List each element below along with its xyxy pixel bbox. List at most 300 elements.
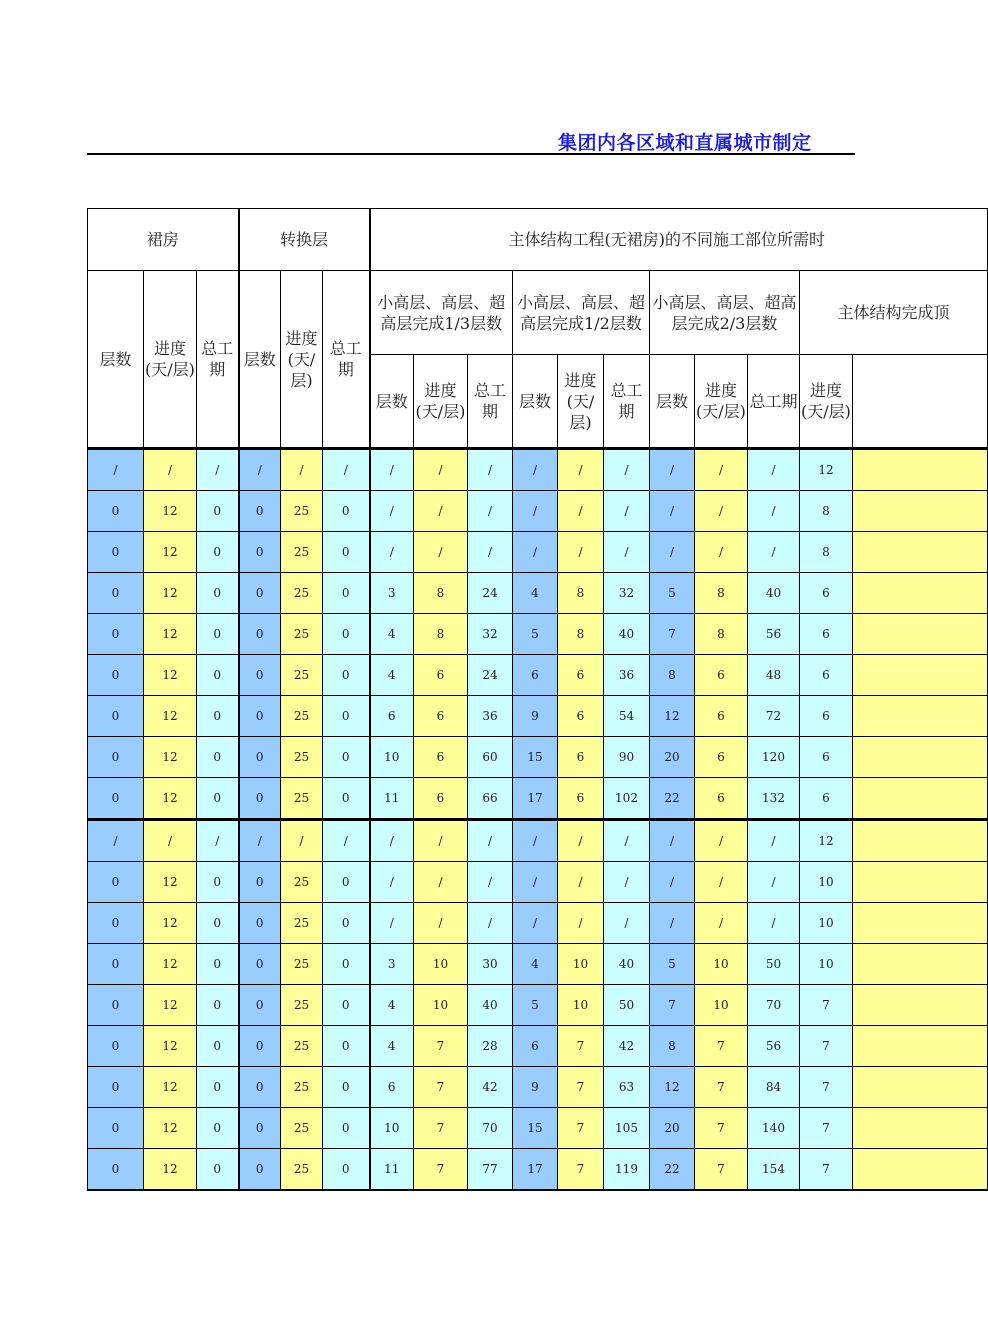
table-cell[interactable]: 25 [281, 573, 323, 614]
table-cell[interactable]: 0 [323, 778, 370, 820]
table-cell[interactable]: 30 [468, 944, 513, 985]
header-group-one-half: 小高层、高层、超高层完成1/2层数 [513, 271, 650, 355]
table-cell[interactable]: 6 [800, 737, 853, 778]
table-cell[interactable]: 0 [239, 778, 281, 820]
table-cell[interactable]: 0 [323, 655, 370, 696]
table-cell[interactable]: 22 [650, 778, 695, 820]
table-cell[interactable]: / [414, 532, 468, 573]
table-cell[interactable]: 25 [281, 655, 323, 696]
table-cell[interactable]: 12 [650, 1067, 695, 1108]
table-cell[interactable]: / [748, 491, 800, 532]
table-cell[interactable]: 0 [88, 1026, 144, 1067]
table-cell[interactable]: 0 [88, 573, 144, 614]
table-cell[interactable]: 48 [748, 655, 800, 696]
table-cell[interactable]: 7 [558, 1026, 604, 1067]
table-cell[interactable]: 0 [88, 532, 144, 573]
table-cell[interactable]: / [558, 903, 604, 944]
table-cell[interactable]: / [604, 862, 650, 903]
table-cell[interactable]: 10 [370, 737, 414, 778]
table-cell[interactable]: 0 [239, 573, 281, 614]
table-cell[interactable]: / [414, 862, 468, 903]
table-cell[interactable]: / [695, 903, 748, 944]
table-cell[interactable]: 36 [604, 655, 650, 696]
table-cell[interactable]: 7 [558, 1149, 604, 1191]
table-cell[interactable]: 8 [800, 491, 853, 532]
table-cell[interactable]: 9 [513, 1067, 558, 1108]
table-cell[interactable]: 6 [695, 696, 748, 737]
table-cell[interactable]: / [650, 820, 695, 862]
table-cell[interactable]: 12 [144, 1067, 197, 1108]
table-cell[interactable]: 7 [800, 1108, 853, 1149]
table-cell[interactable]: 105 [604, 1108, 650, 1149]
table-cell[interactable]: 50 [604, 985, 650, 1026]
table-cell[interactable]: 25 [281, 1149, 323, 1191]
table-cell[interactable]: / [650, 862, 695, 903]
table-cell[interactable]: 54 [604, 696, 650, 737]
table-cell[interactable]: 7 [800, 985, 853, 1026]
table-cell[interactable]: / [748, 903, 800, 944]
table-row [88, 532, 988, 573]
table-cell[interactable]: / [468, 491, 513, 532]
header-g4-rest [853, 355, 988, 449]
table-cell[interactable]: / [558, 862, 604, 903]
schedule-table-viewport[interactable] [87, 208, 950, 1192]
table-cell[interactable]: / [604, 449, 650, 491]
table-cell[interactable]: 24 [468, 655, 513, 696]
table-cell[interactable]: 0 [239, 655, 281, 696]
table-cell[interactable]: 12 [144, 655, 197, 696]
table-cell[interactable]: 12 [144, 903, 197, 944]
table-cell[interactable]: 12 [144, 944, 197, 985]
table-cell[interactable]: 17 [513, 1149, 558, 1191]
table-cell[interactable]: 119 [604, 1149, 650, 1191]
table-cell[interactable]: 12 [800, 820, 853, 862]
table-cell[interactable]: 6 [800, 614, 853, 655]
table-cell[interactable]: / [604, 820, 650, 862]
table-cell[interactable]: 8 [695, 573, 748, 614]
table-cell[interactable]: 0 [197, 655, 239, 696]
table-cell[interactable]: 0 [88, 1149, 144, 1191]
table-cell[interactable]: 6 [800, 573, 853, 614]
table-cell[interactable]: 0 [239, 491, 281, 532]
table-cell[interactable]: / [558, 449, 604, 491]
table-cell[interactable]: 7 [414, 1149, 468, 1191]
table-cell[interactable]: 5 [650, 573, 695, 614]
table-cell[interactable]: 0 [323, 696, 370, 737]
table-cell[interactable]: 0 [197, 573, 239, 614]
table-cell[interactable]: 6 [558, 778, 604, 820]
table-cell[interactable]: 0 [88, 862, 144, 903]
table-cell[interactable]: 3 [370, 573, 414, 614]
table-cell[interactable]: 0 [88, 737, 144, 778]
table-cell[interactable]: / [513, 532, 558, 573]
table-cell[interactable]: 25 [281, 944, 323, 985]
table-cell[interactable]: 25 [281, 778, 323, 820]
table-cell[interactable]: 12 [144, 778, 197, 820]
table-cell[interactable]: / [513, 820, 558, 862]
table-cell[interactable]: 0 [323, 1026, 370, 1067]
table-cell[interactable]: 28 [468, 1026, 513, 1067]
table-cell[interactable]: 90 [604, 737, 650, 778]
table-cell[interactable]: 0 [197, 737, 239, 778]
table-cell[interactable]: 8 [650, 1026, 695, 1067]
table-cell[interactable]: 8 [800, 532, 853, 573]
table-cell[interactable]: / [468, 820, 513, 862]
table-cell[interactable]: / [695, 449, 748, 491]
table-cell[interactable]: / [88, 449, 144, 491]
table-cell[interactable]: / [558, 532, 604, 573]
table-cell[interactable]: 7 [800, 1149, 853, 1191]
table-cell[interactable]: 12 [144, 1149, 197, 1191]
table-cell[interactable]: 12 [144, 573, 197, 614]
table-cell[interactable]: 10 [558, 985, 604, 1026]
table-cell[interactable]: 0 [197, 614, 239, 655]
table-cell[interactable]: 0 [239, 614, 281, 655]
table-cell[interactable]: 12 [144, 737, 197, 778]
table-cell[interactable]: 8 [650, 655, 695, 696]
table-cell[interactable]: / [370, 820, 414, 862]
table-cell[interactable]: 66 [468, 778, 513, 820]
table-cell[interactable]: 10 [414, 944, 468, 985]
table-cell[interactable]: 0 [88, 614, 144, 655]
table-cell[interactable]: 60 [468, 737, 513, 778]
table-cell[interactable]: 7 [695, 1108, 748, 1149]
table-cell[interactable]: 0 [197, 696, 239, 737]
table-cell[interactable]: / [281, 820, 323, 862]
table-cell[interactable]: 12 [650, 696, 695, 737]
table-cell[interactable]: 11 [370, 1149, 414, 1191]
table-cell[interactable]: 25 [281, 737, 323, 778]
table-cell[interactable]: 10 [370, 1108, 414, 1149]
table-cell[interactable]: / [748, 820, 800, 862]
table-cell[interactable]: 0 [88, 491, 144, 532]
table-cell[interactable]: 0 [239, 1149, 281, 1191]
table-cell[interactable]: 6 [370, 1067, 414, 1108]
table-cell[interactable]: 4 [370, 985, 414, 1026]
table-cell[interactable]: 7 [800, 1026, 853, 1067]
table-cell[interactable]: 77 [468, 1149, 513, 1191]
table-cell[interactable]: 8 [414, 573, 468, 614]
table-cell[interactable]: 5 [513, 614, 558, 655]
table-cell[interactable]: 0 [88, 985, 144, 1026]
table-cell[interactable]: 25 [281, 1026, 323, 1067]
table-cell[interactable]: 6 [558, 696, 604, 737]
table-cell[interactable]: 5 [650, 944, 695, 985]
table-cell[interactable]: 0 [323, 944, 370, 985]
table-cell[interactable]: 0 [197, 985, 239, 1026]
table-cell[interactable]: 11 [370, 778, 414, 820]
table-cell[interactable]: 8 [414, 614, 468, 655]
table-cell[interactable]: 4 [370, 1026, 414, 1067]
table-cell[interactable]: 10 [800, 944, 853, 985]
table-cell[interactable]: / [468, 532, 513, 573]
table-cell[interactable]: 50 [748, 944, 800, 985]
table-cell[interactable]: 25 [281, 696, 323, 737]
table-cell[interactable]: 22 [650, 1149, 695, 1191]
table-cell[interactable]: 0 [239, 944, 281, 985]
table-cell[interactable]: 0 [197, 1026, 239, 1067]
table-cell[interactable]: 17 [513, 778, 558, 820]
table-cell[interactable]: / [414, 449, 468, 491]
table-cell[interactable]: 25 [281, 614, 323, 655]
table-cell[interactable]: 0 [239, 985, 281, 1026]
table-cell[interactable]: 12 [144, 1108, 197, 1149]
table-cell[interactable]: 6 [558, 655, 604, 696]
table-cell[interactable]: 0 [323, 532, 370, 573]
table-cell[interactable]: 25 [281, 491, 323, 532]
table-cell[interactable]: 8 [558, 614, 604, 655]
table-cell[interactable]: 0 [88, 903, 144, 944]
table-cell[interactable]: 84 [748, 1067, 800, 1108]
table-cell[interactable]: 132 [748, 778, 800, 820]
table-cell[interactable]: / [650, 491, 695, 532]
table-cell[interactable]: 154 [748, 1149, 800, 1191]
table-cell[interactable]: 0 [197, 532, 239, 573]
table-cell[interactable]: 12 [144, 614, 197, 655]
table-cell[interactable]: 7 [558, 1067, 604, 1108]
table-cell-overflow [853, 862, 988, 903]
table-cell[interactable]: 12 [144, 1026, 197, 1067]
table-cell[interactable]: / [414, 491, 468, 532]
table-cell[interactable]: 6 [414, 655, 468, 696]
table-cell[interactable]: / [558, 491, 604, 532]
table-cell[interactable]: / [650, 532, 695, 573]
table-cell[interactable]: 7 [414, 1067, 468, 1108]
table-cell[interactable]: 0 [323, 903, 370, 944]
table-cell[interactable]: 0 [88, 778, 144, 820]
table-cell[interactable]: 12 [144, 491, 197, 532]
table-cell[interactable]: 6 [370, 696, 414, 737]
table-cell[interactable]: 20 [650, 737, 695, 778]
table-cell[interactable]: 12 [144, 532, 197, 573]
table-cell[interactable]: / [513, 449, 558, 491]
table-cell[interactable]: 0 [323, 1067, 370, 1108]
table-cell[interactable]: 0 [323, 491, 370, 532]
table-cell[interactable]: 0 [88, 696, 144, 737]
table-cell[interactable]: 7 [695, 1149, 748, 1191]
table-cell[interactable]: 0 [323, 573, 370, 614]
table-cell[interactable]: 3 [370, 944, 414, 985]
table-cell[interactable]: 6 [414, 778, 468, 820]
table-cell[interactable]: / [88, 820, 144, 862]
table-cell[interactable]: 7 [800, 1067, 853, 1108]
table-cell[interactable]: 15 [513, 737, 558, 778]
table-cell[interactable]: / [604, 491, 650, 532]
table-cell[interactable]: 4 [370, 614, 414, 655]
table-cell[interactable]: 7 [695, 1067, 748, 1108]
table-cell[interactable]: 7 [650, 614, 695, 655]
table-cell[interactable]: 56 [748, 614, 800, 655]
table-row [88, 449, 988, 491]
table-cell[interactable]: 12 [144, 696, 197, 737]
table-cell[interactable]: / [323, 820, 370, 862]
table-cell[interactable]: 0 [323, 1108, 370, 1149]
table-cell[interactable]: / [414, 820, 468, 862]
table-cell[interactable]: 24 [468, 573, 513, 614]
table-cell[interactable]: / [650, 449, 695, 491]
table-cell[interactable]: 0 [197, 862, 239, 903]
table-cell[interactable]: / [323, 449, 370, 491]
table-cell[interactable]: 0 [323, 614, 370, 655]
table-cell[interactable]: / [604, 903, 650, 944]
table-cell[interactable]: 4 [513, 944, 558, 985]
table-cell[interactable]: 32 [468, 614, 513, 655]
table-cell[interactable]: / [468, 449, 513, 491]
table-cell[interactable]: / [144, 449, 197, 491]
table-cell[interactable]: 42 [468, 1067, 513, 1108]
table-cell[interactable]: / [748, 862, 800, 903]
table-cell[interactable]: / [370, 862, 414, 903]
table-cell[interactable]: / [748, 449, 800, 491]
table-cell[interactable]: 6 [513, 1026, 558, 1067]
table-cell[interactable]: 70 [468, 1108, 513, 1149]
table-cell[interactable]: 10 [695, 944, 748, 985]
table-cell[interactable]: 40 [748, 573, 800, 614]
table-cell[interactable]: 6 [414, 737, 468, 778]
table-cell[interactable]: 42 [604, 1026, 650, 1067]
table-cell[interactable]: 4 [370, 655, 414, 696]
table-cell[interactable]: / [650, 903, 695, 944]
table-cell-overflow [853, 491, 988, 532]
table-cell[interactable]: 8 [695, 614, 748, 655]
table-cell[interactable]: 10 [695, 985, 748, 1026]
table-cell[interactable]: 12 [144, 862, 197, 903]
table-cell[interactable]: 7 [414, 1108, 468, 1149]
table-cell[interactable]: / [695, 532, 748, 573]
table-cell[interactable]: / [695, 820, 748, 862]
table-cell[interactable]: 0 [239, 696, 281, 737]
table-cell[interactable]: / [748, 532, 800, 573]
table-row [88, 573, 988, 614]
table-cell[interactable]: 6 [414, 696, 468, 737]
table-cell[interactable]: 56 [748, 1026, 800, 1067]
table-cell[interactable]: 70 [748, 985, 800, 1026]
table-cell[interactable]: 0 [197, 1108, 239, 1149]
table-cell[interactable]: 40 [604, 614, 650, 655]
table-cell[interactable]: / [370, 491, 414, 532]
table-cell[interactable]: 6 [513, 655, 558, 696]
table-cell[interactable]: / [695, 491, 748, 532]
table-cell[interactable]: 12 [144, 985, 197, 1026]
table-cell[interactable]: 120 [748, 737, 800, 778]
table-cell[interactable]: / [414, 903, 468, 944]
table-cell[interactable]: 20 [650, 1108, 695, 1149]
table-cell[interactable]: / [197, 449, 239, 491]
table-cell[interactable]: 40 [604, 944, 650, 985]
table-cell[interactable]: 140 [748, 1108, 800, 1149]
table-cell[interactable]: / [513, 491, 558, 532]
table-cell[interactable]: 6 [800, 696, 853, 737]
table-cell[interactable]: 72 [748, 696, 800, 737]
table-cell[interactable]: 7 [650, 985, 695, 1026]
table-cell[interactable]: 8 [558, 573, 604, 614]
table-cell[interactable]: 6 [558, 737, 604, 778]
table-cell[interactable]: 25 [281, 903, 323, 944]
table-cell[interactable]: / [468, 862, 513, 903]
table-cell[interactable]: 6 [695, 737, 748, 778]
table-cell[interactable]: 6 [695, 655, 748, 696]
table-cell[interactable]: 0 [323, 985, 370, 1026]
table-cell[interactable]: / [144, 820, 197, 862]
table-cell[interactable]: 0 [197, 903, 239, 944]
table-cell-overflow [853, 903, 988, 944]
table-cell[interactable]: 4 [513, 573, 558, 614]
table-cell[interactable]: 0 [239, 532, 281, 573]
table-cell[interactable]: / [558, 820, 604, 862]
table-cell[interactable]: 0 [88, 1108, 144, 1149]
table-cell[interactable]: 0 [239, 1108, 281, 1149]
table-cell[interactable]: / [370, 449, 414, 491]
table-cell[interactable]: 40 [468, 985, 513, 1026]
table-cell[interactable]: 25 [281, 985, 323, 1026]
table-cell[interactable]: 10 [414, 985, 468, 1026]
table-cell[interactable]: 36 [468, 696, 513, 737]
header-g2-progress: 进度(天/层) [558, 355, 604, 449]
table-cell[interactable]: 5 [513, 985, 558, 1026]
table-cell[interactable]: / [468, 903, 513, 944]
table-cell[interactable]: 0 [323, 737, 370, 778]
header-g4-progress: 进度(天/层) [800, 355, 853, 449]
table-cell[interactable]: / [513, 862, 558, 903]
table-cell[interactable]: 25 [281, 1108, 323, 1149]
table-cell[interactable]: 0 [323, 862, 370, 903]
table-cell[interactable]: / [604, 532, 650, 573]
table-cell[interactable]: 10 [800, 862, 853, 903]
table-cell[interactable]: 15 [513, 1108, 558, 1149]
table-cell[interactable]: 0 [239, 1067, 281, 1108]
schedule-table-body [88, 449, 988, 1191]
table-cell[interactable]: 9 [513, 696, 558, 737]
table-cell[interactable]: 0 [239, 737, 281, 778]
table-cell[interactable]: 0 [88, 1067, 144, 1108]
table-cell[interactable]: 6 [800, 778, 853, 820]
table-cell[interactable]: 0 [239, 1026, 281, 1067]
table-cell[interactable]: 6 [695, 778, 748, 820]
table-cell[interactable]: 32 [604, 573, 650, 614]
table-cell[interactable]: 0 [239, 903, 281, 944]
table-cell[interactable]: 63 [604, 1067, 650, 1108]
table-cell[interactable]: 0 [197, 491, 239, 532]
table-cell[interactable]: / [513, 903, 558, 944]
table-cell[interactable]: 12 [800, 449, 853, 491]
table-cell[interactable]: 0 [197, 778, 239, 820]
table-cell[interactable]: 25 [281, 1067, 323, 1108]
table-cell[interactable]: 0 [88, 944, 144, 985]
table-cell[interactable]: / [197, 820, 239, 862]
table-cell[interactable]: 0 [88, 655, 144, 696]
table-cell[interactable]: 10 [800, 903, 853, 944]
table-cell[interactable]: 25 [281, 862, 323, 903]
table-cell[interactable]: / [370, 903, 414, 944]
table-cell[interactable]: 10 [558, 944, 604, 985]
table-cell[interactable]: / [370, 532, 414, 573]
table-cell[interactable]: 7 [558, 1108, 604, 1149]
table-cell[interactable]: 7 [695, 1026, 748, 1067]
table-cell[interactable]: 102 [604, 778, 650, 820]
table-cell[interactable]: 6 [800, 655, 853, 696]
table-cell[interactable]: / [239, 820, 281, 862]
table-cell[interactable]: 0 [197, 944, 239, 985]
table-cell[interactable]: 0 [239, 862, 281, 903]
table-cell[interactable]: 0 [197, 1149, 239, 1191]
table-cell[interactable]: 25 [281, 532, 323, 573]
table-cell[interactable]: 0 [197, 1067, 239, 1108]
table-cell[interactable]: 0 [323, 1149, 370, 1191]
table-cell[interactable]: 7 [414, 1026, 468, 1067]
table-cell[interactable]: / [281, 449, 323, 491]
table-cell[interactable]: / [695, 862, 748, 903]
table-cell[interactable]: / [239, 449, 281, 491]
